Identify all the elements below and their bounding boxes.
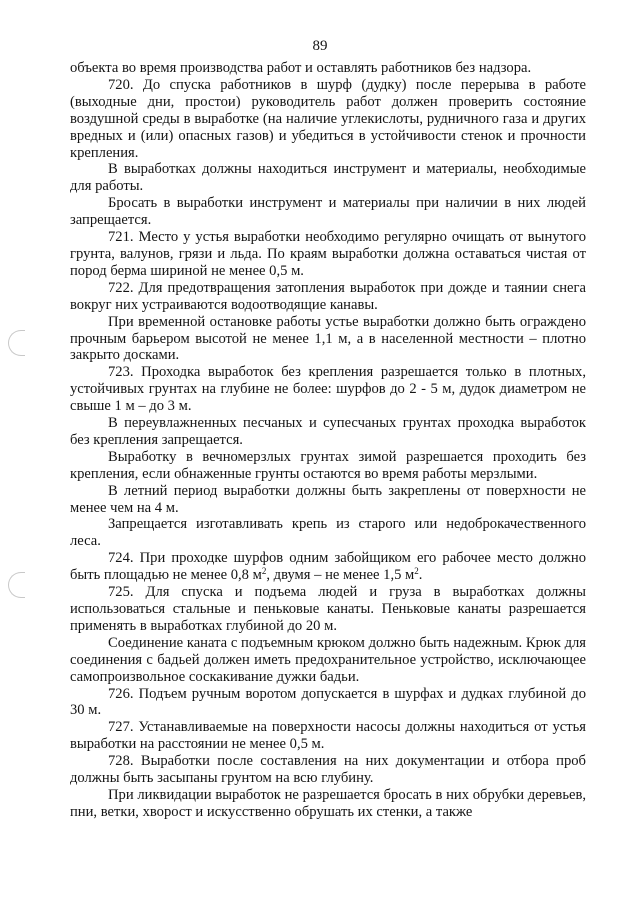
paragraph-724	[70, 550, 586, 584]
paragraph: Запрещается изготавливать крепь из старого или недоброкачественного леса.	[70, 516, 586, 550]
punch-hole-mark	[8, 330, 25, 356]
paragraph-text: 724. При проходке шурфов одним забойщиком его рабочее место должно быть площадью не менее 0,8 м	[70, 550, 586, 584]
paragraph-721: 721. Место у устья выработки необходимо регулярно очищать от вынутого грунта, валунов, грязи и льда. По краям выработки должна оставаться чистая от пород берма шириной не менее 0,5 м.	[70, 229, 586, 279]
paragraph-722: 722. Для предотвращения затопления выработок при дожде и таянии снега вокруг них устраиваются водоотводящие канавы.	[70, 279, 586, 313]
paragraph-723: 723. Проходка выработок без крепления разрешается только в плотных, устойчивых грунтах на глубине не более: шурфов до 2 - 5 м, дудок диаметром не свыше 1 м – до 3 м.	[70, 364, 586, 415]
paragraph: Бросать в выработки инструмент и материалы при наличии в них людей запрещается.	[70, 195, 586, 229]
superscript: 2	[261, 566, 267, 577]
paragraph-727: 727. Устанавливаемые на поверхности насосы должны находиться от устья выработки на расстоянии не менее 0,5 м.	[70, 719, 586, 753]
paragraph-726: 726. Подъем ручным воротом допускается в шурфах и дудках глубиной до 30 м.	[70, 685, 586, 719]
page-number: 89	[312, 38, 328, 54]
paragraph: В летний период выработки должны быть закреплены от поверхности не менее чем на 4 м.	[70, 482, 586, 516]
superscript: 2	[414, 566, 419, 577]
paragraph: При ликвидации выработок не разрешается бросать в них обрубки деревьев, пни, ветки, хворост и искусственно обрушать их стенки, а также	[70, 786, 586, 820]
paragraph-725: 725. Для спуска и подъема людей и груза в выработках должны использоваться стальные и пеньковые канаты. Пеньковые канаты разрешается применять в выработках глубиной до 20 м.	[70, 584, 586, 634]
punch-hole-mark	[8, 572, 25, 598]
paragraph: Выработку в вечномерзлых грунтах зимой разрешается проходить без крепления, если обнаженные грунты остаются во время работы мерзлыми.	[70, 448, 586, 482]
paragraph: В выработках должны находиться инструмент и материалы, необходимые для работы.	[70, 161, 586, 195]
paragraph-728: 728. Выработки после составления на них документации и отбора проб должны быть засыпаны грунтом на всю глубину.	[70, 753, 586, 787]
paragraph: Соединение каната с подъемным крюком должно быть надежным. Крюк для соединения с бадьей должен иметь предохранительное устройство, исключающее самопроизвольное соскакивание дужки бадьи.	[70, 634, 586, 685]
paragraph: При временной остановке работы устье выработки должно быть ограждено прочным барьером высотой не менее 1,1 м, а в населенной местности – плотно закрыто досками.	[70, 313, 586, 364]
document-body	[70, 60, 586, 821]
paragraph-text: .	[418, 567, 423, 584]
paragraph: объекта во время производства работ и оставлять работников без надзора.	[70, 60, 532, 76]
paragraph-text: , двумя – не менее 1,5 м	[266, 567, 415, 584]
paragraph-720: 720. До спуска работников в шурф (дудку) после перерыва в работе (выходные дни, простои) руководитель работ должен проверить состояние воздушной среды в выработке (на наличие углекислоты, рудничного газа и других вредных и (или) опасных газов) и убедиться в устойчивости стенок и прочности крепления.	[70, 76, 586, 161]
paragraph: В переувлажненных песчаных и супесчаных грунтах проходка выработок без крепления запрещается.	[70, 415, 586, 448]
